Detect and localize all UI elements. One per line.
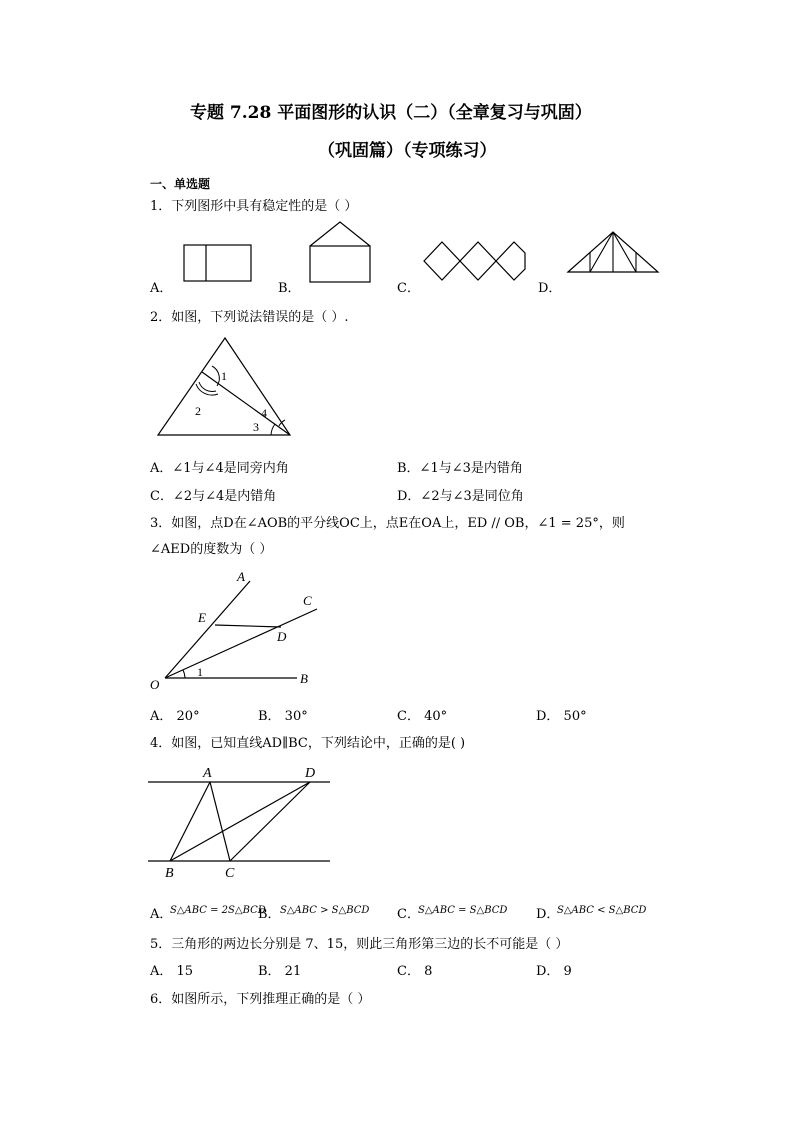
q4-option-b-prefix: B． bbox=[258, 907, 281, 922]
q5-option-c: C． 8 bbox=[397, 964, 433, 979]
page-title: 专题 7.28 平面图形的认识（二）（全章复习与巩固） bbox=[190, 103, 592, 123]
q2-label-4: 4 bbox=[261, 406, 267, 420]
q5-option-d: D． 9 bbox=[536, 964, 572, 979]
q4-label-c: C bbox=[225, 866, 235, 881]
q4-option-d: S△ABC < S△BCD bbox=[557, 905, 647, 916]
q4-label-d: D bbox=[305, 766, 316, 781]
q2-triangle-figure bbox=[155, 335, 295, 441]
q1-figure-d bbox=[566, 228, 661, 276]
q3-label-b: B bbox=[300, 671, 308, 686]
q3-label-c: C bbox=[303, 593, 312, 608]
q4-option-c: S△ABC = S△BCD bbox=[418, 905, 508, 916]
q4-option-a-prefix: A． bbox=[150, 907, 173, 922]
q4-option-c-prefix: C． bbox=[397, 907, 420, 922]
q3-label-o: O bbox=[150, 677, 160, 692]
q1-option-b: B． bbox=[278, 281, 301, 296]
q2-label-2: 2 bbox=[195, 404, 201, 418]
q2-label-3: 3 bbox=[253, 420, 259, 434]
q3-angle-figure bbox=[145, 565, 325, 695]
question-3-text: 3．如图，点D在∠AOB的平分线OC上，点E在OA上，ED // OB，∠1 = 25°，则 bbox=[150, 516, 625, 531]
q1-option-d: D． bbox=[538, 281, 562, 296]
q1-option-c: C． bbox=[397, 281, 420, 296]
q5-option-b: B． 21 bbox=[258, 964, 302, 979]
question-2-text: 2．如图，下列说法错误的是（ ）. bbox=[150, 310, 349, 325]
q2-label-1: 1 bbox=[221, 369, 227, 383]
section-heading: 一、单选题 bbox=[150, 177, 211, 191]
q2-option-b: B．∠1与∠3是内错角 bbox=[397, 461, 523, 476]
question-3-text-cont: ∠AED的度数为（ ） bbox=[150, 542, 273, 557]
question-5-text: 5．三角形的两边长分别是 7、15，则此三角形第三边的长不可能是（ ） bbox=[150, 937, 569, 952]
q4-option-b: S△ABC > S△BCD bbox=[280, 905, 370, 916]
q3-label-a: A bbox=[237, 569, 245, 584]
q4-option-a: S△ABC = 2S△BCD bbox=[170, 905, 266, 916]
q3-label-d: D bbox=[277, 629, 287, 644]
q2-option-d: D．∠2与∠3是同位角 bbox=[397, 489, 524, 504]
q3-label-e: E bbox=[198, 610, 206, 625]
q3-option-c: C． 40° bbox=[397, 709, 448, 724]
q1-figure-b bbox=[308, 220, 372, 285]
q2-option-a: A．∠1与∠4是同旁内角 bbox=[150, 461, 289, 476]
q1-figure-c bbox=[422, 240, 527, 284]
q5-option-a: A． 15 bbox=[150, 964, 194, 979]
q4-parallel-figure bbox=[145, 760, 335, 882]
q4-label-a: A bbox=[203, 766, 212, 781]
question-4-text: 4．如图，已知直线AD∥BC，下列结论中，正确的是( ) bbox=[150, 736, 466, 751]
q3-option-b: B． 30° bbox=[258, 709, 308, 724]
q1-figure-a bbox=[182, 243, 254, 285]
q3-option-a: A． 20° bbox=[150, 709, 200, 724]
question-6-text: 6．如图所示，下列推理正确的是（ ） bbox=[150, 992, 371, 1007]
q2-option-c: C．∠2与∠4是内错角 bbox=[150, 489, 277, 504]
page-subtitle: （巩固篇）（专项练习） bbox=[318, 141, 497, 161]
q4-label-b: B bbox=[165, 866, 174, 881]
q3-option-d: D． 50° bbox=[536, 709, 587, 724]
question-1-text: 1．下列图形中具有稳定性的是（ ） bbox=[150, 199, 358, 214]
q1-option-a: A． bbox=[150, 281, 173, 296]
q3-label-1: 1 bbox=[197, 665, 203, 679]
q4-option-d-prefix: D． bbox=[536, 907, 560, 922]
